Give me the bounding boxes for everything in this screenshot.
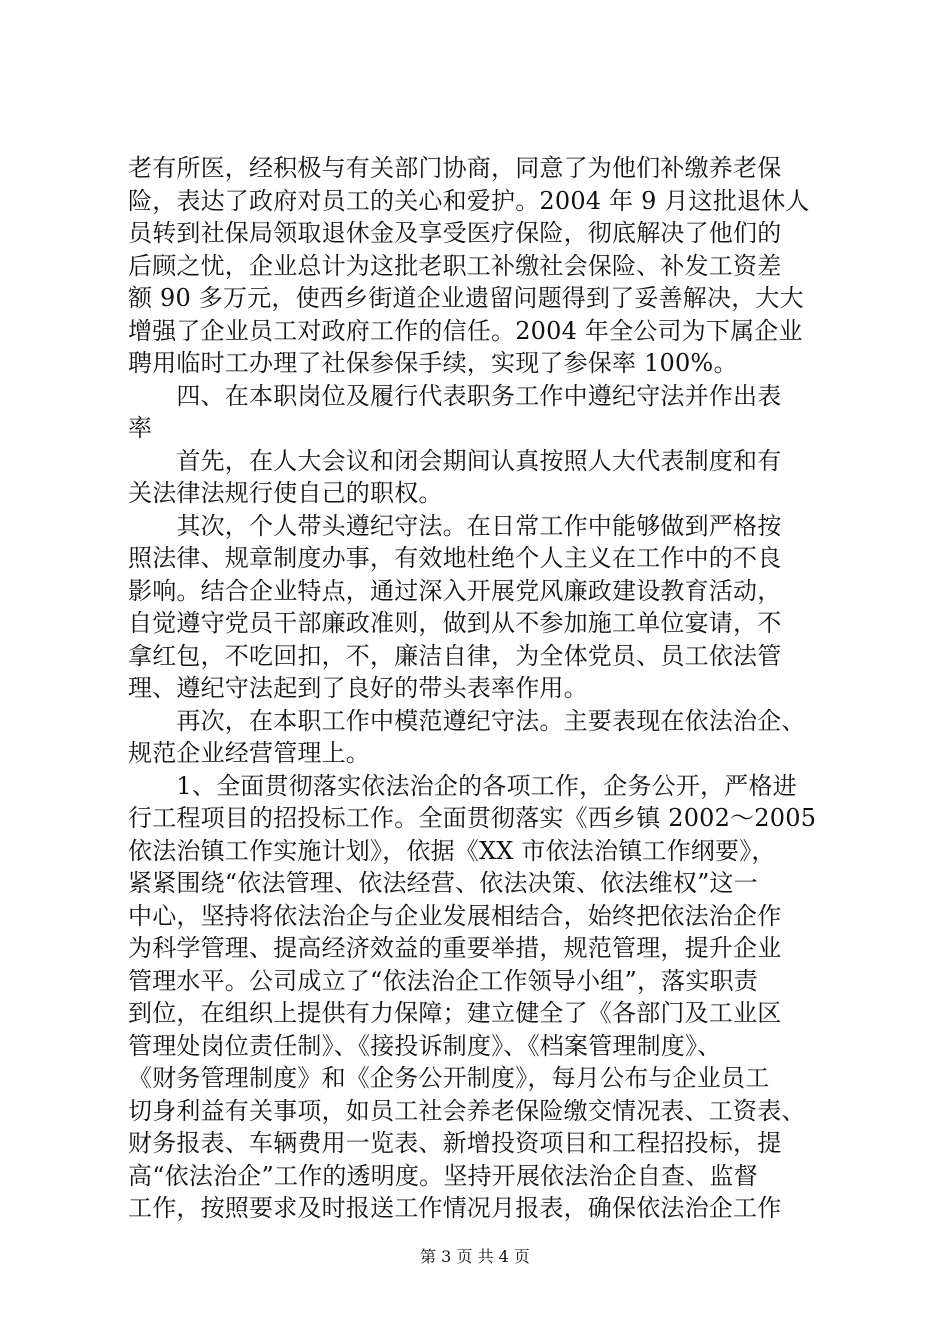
text-line: 拿红包，不吃回扣，不，廉洁自律，为全体党员、员工依法管 [128,641,782,670]
text-line: 1、全面贯彻落实依法治企的各项工作，企务公开，严格进 [128,771,797,800]
text-line: 额 90 多万元，使西乡街道企业遗留问题得到了妥善解决，大大 [128,284,804,312]
text-line: 老有所医，经积极与有关部门协商，同意了为他们补缴养老保 [128,154,782,182]
text-line: 工作，按照要求及时报送工作情况月报表，确保依法治企工作 [128,1194,782,1222]
text-line: 关法律法规行使自己的职权。 [128,479,443,507]
text-line: 中心，坚持将依法治企与企业发展相结合，始终把依法治企作 [128,901,782,930]
text-line: 规范企业经营管理上。 [128,739,370,767]
text-line: 险，表达了政府对员工的关心和爱护。2004 年 9 月这批退休人 [128,186,810,215]
text-line: 管理水平。公司成立了“依法治企工作领导小组”，落实职责 [128,966,758,995]
text-line: 切身利益有关事项，如员工社会养老保险缴交情况表、工资表、 [128,1096,806,1125]
text-line: 管理处岗位责任制》、《接投诉制度》、《档案管理制度》、 [128,1031,722,1060]
document-body [128,152,840,1225]
text-line: 依法治镇工作实施计划》，依据《XX 市依法治镇工作纲要》， [128,836,776,865]
page-footer [0,1247,950,1267]
text-line: 聘用临时工办理了社保参保手续，实现了参保率 100%。 [128,349,738,377]
page-number-label: 第 3 页 共 4 页 [420,1247,530,1266]
text-line: 照法律、规章制度办事，有效地杜绝个人主义在工作中的不良 [128,544,782,572]
text-line: 增强了企业员工对政府工作的信任。2004 年全公司为下属企业 [128,316,803,345]
text-line: 自觉遵守党员干部廉政准则，做到从不参加施工单位宴请，不 [128,609,782,637]
section-heading-line: 四、在本职岗位及履行代表职务工作中遵纪守法并作出表 [128,381,782,410]
text-line: 后顾之忧，企业总计为这批老职工补缴社会保险、补发工资差 [128,251,782,280]
text-line: 理、遵纪守法起到了良好的带头表率作用。 [128,674,588,702]
text-line: 其次，个人带头遵纪守法。在日常工作中能够做到严格按 [128,511,782,540]
text-line: 《财务管理制度》和《企务公开制度》，每月公布与企业员工 [128,1064,770,1092]
text-line: 紧紧围绕“依法管理、依法经营、依法决策、依法维权”这一 [128,869,758,897]
text-line: 员转到社保局领取退休金及享受医疗保险，彻底解决了他们的 [128,219,782,247]
text-line: 为科学管理、提高经济效益的重要举措，规范管理，提升企业 [128,934,782,962]
text-line: 影响。结合企业特点，通过深入开展党风廉政建设教育活动， [128,576,782,605]
text-line: 首先，在人大会议和闭会期间认真按照人大代表制度和有 [128,446,782,475]
text-line: 财务报表、车辆费用一览表、新增投资项目和工程招投标，提 [128,1129,782,1157]
text-line: 行工程项目的招投标工作。全面贯彻落实《西乡镇 2002～2005 [128,804,817,832]
section-heading-line: 率 [128,414,153,442]
text-line: 再次，在本职工作中模范遵纪守法。主要表现在依法治企、 [128,706,806,735]
text-line: 到位，在组织上提供有力保障；建立健全了《各部门及工业区 [128,999,782,1027]
text-line: 高“依法治企”工作的透明度。坚持开展依法治企自查、监督 [128,1161,758,1190]
